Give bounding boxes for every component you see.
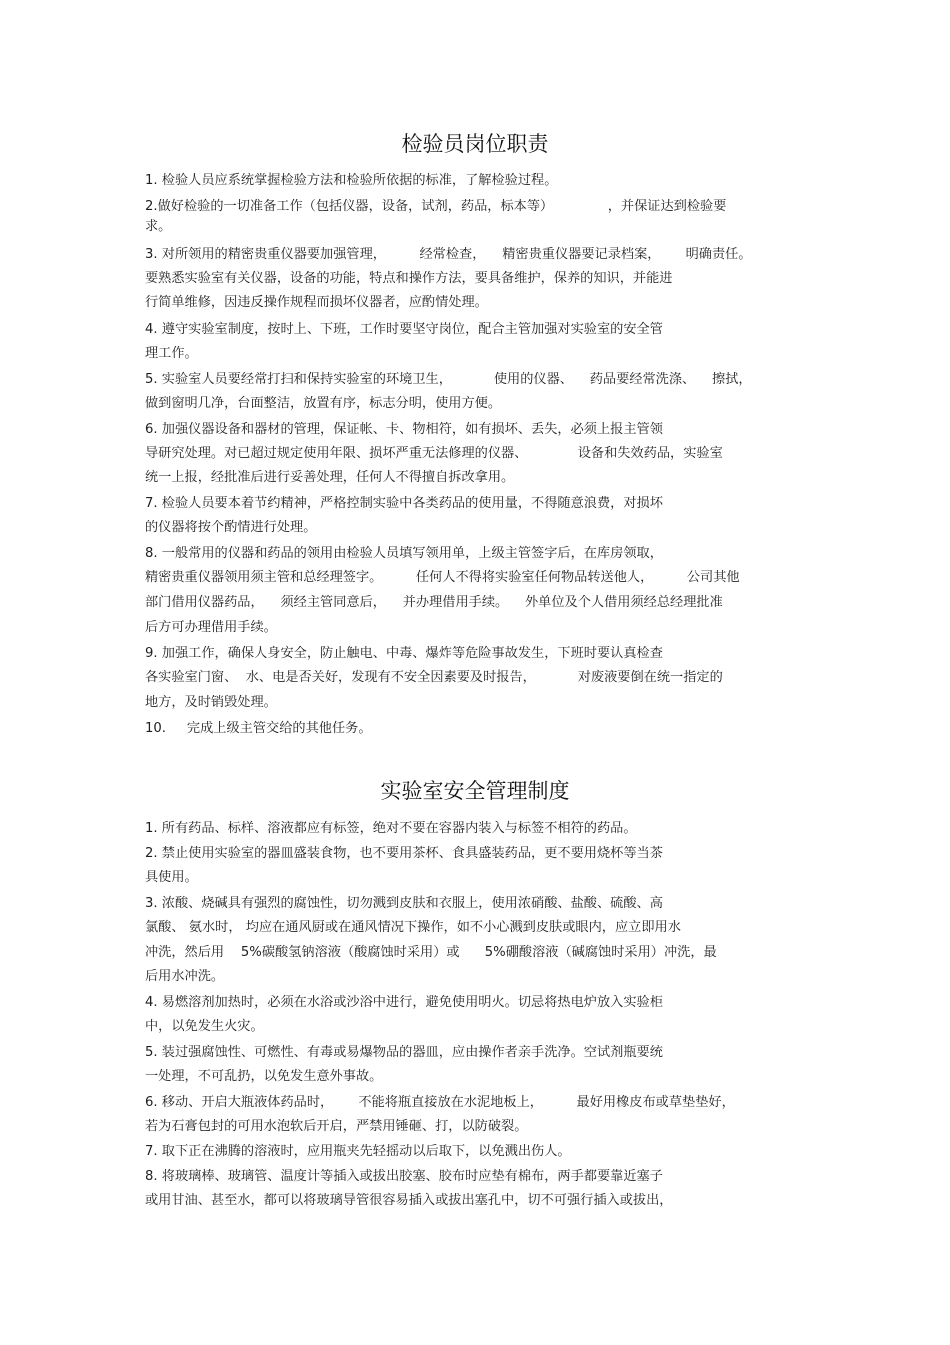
paragraph-line: 精密贵重仪器领用须主管和总经理签字。 任何人不得将实验室任何物品转送他人， 公司其他: [145, 570, 740, 585]
paragraph-line: 后方可办理借用手续。: [145, 620, 277, 635]
paragraph-line: 7. 取下正在沸腾的溶液时，应用瓶夹先轻摇动以后取下，以免溅出伤人。: [145, 1144, 571, 1159]
paragraph-line: 6. 移动、开启大瓶液体药品时， 不能将瓶直接放在水泥地板上， 最好用橡皮布或草垫垫好，: [145, 1095, 735, 1110]
paragraph-line: 1. 所有药品、标样、溶液都应有标签，绝对不要在容器内装入与标签不相符的药品。: [145, 821, 637, 836]
paragraph-line: 3. 浓酸、烧碱具有强烈的腐蚀性，切勿溅到皮肤和衣服上，使用浓硝酸、盐酸、硫酸、高: [145, 896, 663, 911]
paragraph-line: 地方，及时销毁处理。: [145, 695, 277, 710]
paragraph-line: 8. 一般常用的仪器和药品的领用由检验人员填写领用单，上级主管签字后，在库房领取，: [145, 546, 663, 561]
paragraph-line: 4. 遵守实验室制度，按时上、下班，工作时要坚守岗位，配合主管加强对实验室的安全管: [145, 322, 663, 337]
paragraph-line: 9. 加强工作，确保人身安全，防止触电、中毒、爆炸等危险事故发生，下班时要认真检查: [145, 646, 663, 661]
paragraph-line: 5. 装过强腐蚀性、可燃性、有毒或易爆物品的器皿，应由操作者亲手洗净。空试剂瓶要统: [145, 1045, 663, 1060]
paragraph-line: 中，以免发生火灾。: [145, 1019, 264, 1034]
paragraph-line: 行简单维修，因违反操作规程而损坏仪器者，应酌情处理。: [145, 295, 488, 310]
paragraph-line: 8. 将玻璃棒、玻璃管、温度计等插入或拔出胶塞、胶布时应垫有棉布，两手都要靠近塞子: [145, 1169, 663, 1184]
paragraph-line: 后用水冲洗。: [145, 969, 225, 984]
paragraph-line: 要熟悉实验室有关仪器，设备的功能，特点和操作方法，要具备维护，保养的知识，并能进: [145, 271, 673, 286]
paragraph-line: 1. 检验人员应系统掌握检验方法和检验所依据的标准，了解检验过程。: [145, 173, 558, 188]
paragraph-line: 10. 完成上级主管交给的其他任务。: [145, 721, 372, 736]
paragraph-line: 各实验室门窗、 水、电是否关好，发现有不安全因素要及时报告， 对废液要倒在统一指定的: [145, 670, 723, 685]
paragraph-line: 或用甘油、甚至水，都可以将玻璃导管很容易插入或拔出塞孔中，切不可强行插入或拔出，: [145, 1193, 673, 1208]
paragraph-line: 求。: [145, 219, 172, 234]
section-title-inspector-duties: 检验员岗位职责: [401, 132, 549, 156]
paragraph-line: 7. 检验人员要本着节约精神，严格控制实验中各类药品的使用量，不得随意浪费，对损坏: [145, 496, 663, 511]
paragraph-line: 一处理，不可乱扔，以免发生意外事故。: [145, 1069, 383, 1084]
paragraph-line: 做到窗明几净，台面整洁，放置有序，标志分明，使用方便。: [145, 396, 502, 411]
paragraph-line: 氯酸、 氨水时， 均应在通风厨或在通风情况下操作，如不小心溅到皮肤或眼内，应立即用水: [145, 920, 681, 935]
paragraph-line: 导研究处理。对已超过规定使用年限、损坏严重无法修理的仪器、 设备和失效药品，实验室: [145, 446, 723, 461]
paragraph-line: 2.做好检验的一切准备工作（包括仪器，设备，试剂，药品，标本等） ，并保证达到检验要: [145, 199, 727, 214]
paragraph-line: 4. 易燃溶剂加热时，必须在水浴或沙浴中进行，避免使用明火。切忌将热电炉放入实验柜: [145, 995, 663, 1010]
paragraph-line: 的仪器将按个酌情进行处理。: [145, 520, 317, 535]
paragraph-line: 6. 加强仪器设备和器材的管理，保证帐、卡、物相符，如有损坏、丢失，必须上报主管领: [145, 422, 663, 437]
paragraph-line: 5. 实验室人员要经常打扫和保持实验室的环境卫生， 使用的仪器、 药品要经常洗涤、 擦拭，: [145, 372, 752, 387]
paragraph-line: 3. 对所领用的精密贵重仪器要加强管理， 经常检查， 精密贵重仪器要记录档案， 明确责任。: [145, 247, 752, 262]
paragraph-line: 2. 禁止使用实验室的器皿盛装食物，也不要用茶杯、食具盛装药品，更不要用烧杯等当茶: [145, 846, 663, 861]
paragraph-line: 若为石膏包封的可用水泡软后开启，严禁用锤砸、打，以防破裂。: [145, 1119, 528, 1134]
paragraph-line: 部门借用仪器药品， 须经主管同意后， 并办理借用手续。 外单位及个人借用须经总经理批准: [145, 595, 723, 610]
paragraph-line: 统一上报，经批准后进行妥善处理，任何人不得擅自拆改拿用。: [145, 470, 515, 485]
paragraph-line: 冲洗，然后用 5%碳酸氢钠溶液（酸腐蚀时采用）或 5%硼酸溶液（碱腐蚀时采用）冲洗，最: [145, 945, 717, 960]
paragraph-line: 具使用。: [145, 870, 198, 885]
section-title-lab-safety: 实验室安全管理制度: [380, 779, 570, 803]
paragraph-line: 理工作。: [145, 346, 198, 361]
